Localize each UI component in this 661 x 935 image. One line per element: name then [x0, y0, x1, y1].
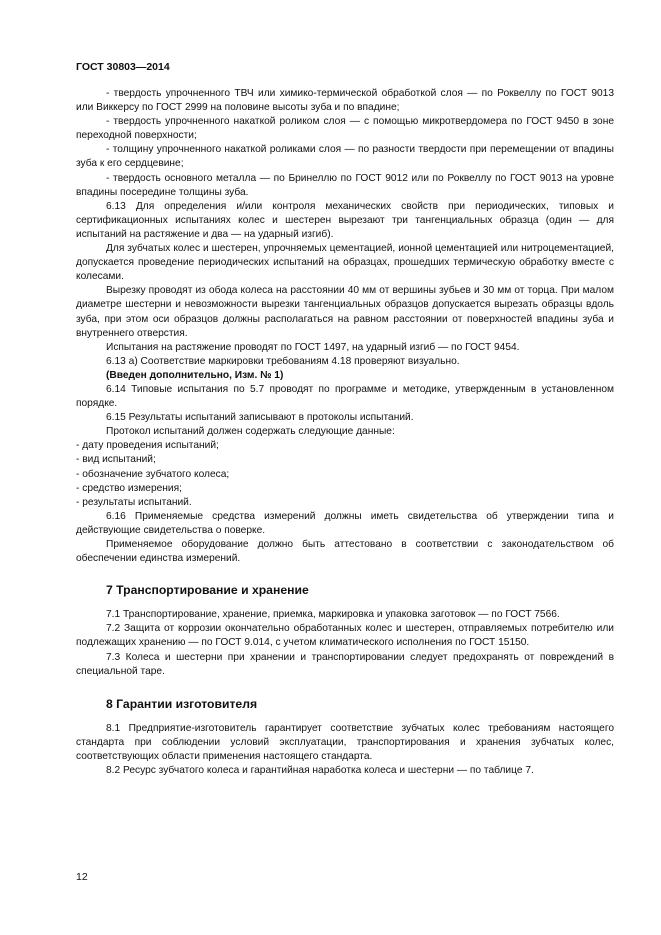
- paragraph: 8.1 Предприятие-изготовитель гарантирует соответствие зубчатых колес требованиям настоящего стандарта при соблюдении условий эксплуатации, транспортирования и хранения зубчатых колес, соответствующих области применения настоящего стандарта.: [76, 722, 614, 763]
- document-header: ГОСТ 30803—2014: [76, 61, 170, 73]
- paragraph: - толщину упрочненного накаткой роликами слоя — по разности твердости при перемещении от впадины зуба к его сердцевине;: [76, 144, 614, 170]
- list-item: - обозначение зубчатого колеса;: [76, 468, 230, 480]
- paragraph: Применяемое оборудование должно быть аттестовано в соответствии с законодательством об обеспечении единства измерений.: [76, 539, 614, 565]
- section-7-heading: 7 Транспортирование и хранение: [106, 583, 309, 598]
- list-item: - вид испытаний;: [76, 454, 156, 466]
- paragraph: Для зубчатых колес и шестерен, упрочняемых цементацией, ионной цементацией или нитроцементацией, допускается проведение периодических испытаний на образцах, прошедших термическую обработку вместе с колесами.: [76, 243, 614, 283]
- paragraph: 8.2 Ресурс зубчатого колеса и гарантийная наработка колеса и шестерни — по таблице 7.: [106, 765, 534, 777]
- paragraph: 6.16 Применяемые средства измерений должны иметь свидетельства об утверждении типа и действующие свидетельства о поверке.: [76, 510, 614, 536]
- paragraph: - твердость упрочненного накаткой роликом слоя — с помощью микротвердомера по ГОСТ 9450 в зоне переходной поверхности;: [76, 116, 614, 142]
- paragraph: 7.2 Защита от коррозии окончательно обработанных колес и шестерен, отправляемых потребителю или подлежащих хранению — по ГОСТ 9.014, с учетом климатического исполнения по ГОСТ 15150.: [76, 623, 614, 649]
- paragraph: 6.14 Типовые испытания по 5.7 проводят по программе и методике, утвержденным в установленном порядке.: [76, 383, 614, 410]
- paragraph: 7.1 Транспортирование, хранение, приемка, маркировка и упаковка заготовок — по ГОСТ 7566.: [106, 609, 560, 621]
- list-item: - результаты испытаний.: [76, 496, 192, 508]
- paragraph: Вырезку проводят из обода колеса на расстоянии 40 мм от вершины зубьев и 30 мм от торца. При малом диаметре шестерни и невозможности вырезки тангенциальных образцов допускается вырезать образцы вдоль зуба, при этом оси образцов должны располагаться на равном расстоянии от поверхностей впадины зуба и внутреннего отверстия.: [76, 285, 614, 339]
- paragraph: 6.15 Результаты испытаний записывают в протоколы испытаний.: [106, 412, 414, 424]
- list-item: - средство измерения;: [76, 482, 182, 494]
- document-body: [76, 87, 614, 778]
- paragraph: Испытания на растяжение проводят по ГОСТ 1497, на ударный изгиб — по ГОСТ 9454.: [106, 341, 520, 353]
- paragraph: - твердость упрочненного ТВЧ или химико-термической обработкой слоя — по Роквеллу по ГОСТ 9013 или Виккерсу по ГОСТ 2999 на половине высоты зуба и по впадине;: [76, 88, 614, 114]
- paragraph: 6.13 а) Соответствие маркировки требованиям 4.18 проверяют визуально.: [106, 355, 460, 367]
- page-number: 12: [76, 871, 88, 883]
- paragraph: - твердость основного металла — по Бринеллю по ГОСТ 9012 или по Роквеллу по ГОСТ 9013 на уровне впадины посередине толщины зуба.: [76, 172, 614, 198]
- amendment-note: (Введен дополнительно, Изм. № 1): [106, 369, 284, 381]
- paragraph: Протокол испытаний должен содержать следующие данные:: [106, 426, 395, 438]
- paragraph: 7.3 Колеса и шестерни при хранении и транспортировании следует предохранять от повреждений в специальной таре.: [76, 651, 614, 677]
- section-8-heading: 8 Гарантии изготовителя: [106, 696, 258, 711]
- list-item: - дату проведения испытаний;: [76, 440, 219, 452]
- paragraph: 6.13 Для определения и/или контроля механических свойств при периодических, типовых и сертификационных испытаниях колес и шестерен вырезают три тангенциальных образца (один — для испытаний на растяжение и два — на ударный изгиб).: [76, 200, 614, 240]
